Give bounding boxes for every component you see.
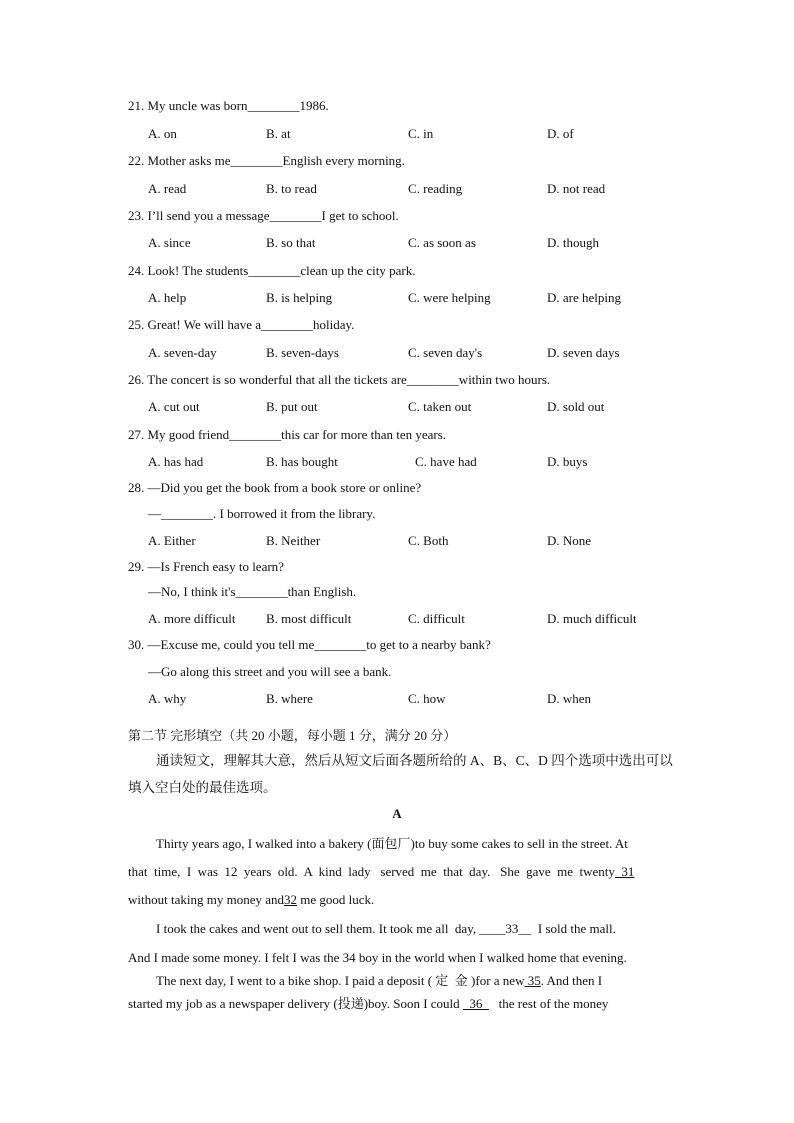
- option-a: A. since: [148, 235, 191, 250]
- option-a: A. more difficult: [148, 611, 236, 626]
- option-d: D. sold out: [547, 399, 605, 414]
- option-d: D. of: [547, 126, 574, 141]
- option-c: C. how: [408, 691, 446, 706]
- option-b: B. is helping: [266, 290, 333, 305]
- option-a: A. on: [148, 126, 177, 141]
- instruction-line-1: 通读短文，理解其大意，然后从短文后面各题所给的 A、B、C、D 四个选项中选出可以: [156, 753, 673, 768]
- option-b: B. so that: [266, 235, 316, 250]
- question-stem: 26. The concert is so wonderful that all the tickets are________within two hours.: [128, 372, 551, 387]
- option-d: D. are helping: [547, 290, 622, 305]
- option-a: A. Either: [148, 533, 196, 548]
- blank-36: 36: [462, 996, 489, 1011]
- passage-line: And I made some money. I felt I was the 34 boy in the world when I walked home that evening.: [128, 950, 627, 965]
- passage-text: I sold the mall.: [531, 921, 616, 936]
- passage-line: Thirty years ago, I walked into a bakery (面包厂)to buy some cakes to sell in the street. At: [156, 836, 628, 851]
- option-c: C. were helping: [408, 290, 491, 305]
- option-a: A. has had: [148, 454, 204, 469]
- passage-text: me good luck.: [296, 892, 375, 907]
- option-c: C. difficult: [408, 611, 465, 626]
- question-stem: 27. My good friend________this car for more than ten years.: [128, 427, 447, 442]
- option-d: D. None: [547, 533, 592, 548]
- option-d: D. much difficult: [547, 611, 637, 626]
- option-c: C. seven day's: [408, 345, 483, 360]
- question-response: —Go along this street and you will see a bank.: [148, 664, 392, 679]
- passage-line: [156, 921, 696, 937]
- option-c: C. have had: [415, 454, 477, 469]
- option-d: D. when: [547, 691, 592, 706]
- option-c: C. as soon as: [408, 235, 476, 250]
- passage-text: . And then I: [540, 973, 603, 988]
- option-d: D. not read: [547, 181, 606, 196]
- option-a: A. cut out: [148, 399, 200, 414]
- blank-32: 32: [283, 892, 297, 907]
- question-stem: 25. Great! We will have a________holiday.: [128, 317, 355, 332]
- option-b: B. where: [266, 691, 313, 706]
- blank-35: 35: [524, 973, 541, 988]
- passage-text: the rest of the money: [488, 996, 609, 1011]
- option-b: B. to read: [266, 181, 317, 196]
- question-stem: 29. —Is French easy to learn?: [128, 559, 284, 574]
- option-b: B. has bought: [266, 454, 338, 469]
- section-title: 第二节 完形填空（共 20 小题，每小题 1 分，满分 20 分）: [128, 728, 457, 743]
- passage-text: without taking my money and: [128, 892, 284, 907]
- question-response: —________. I borrowed it from the library.: [148, 506, 376, 521]
- passage-text: that time, I was 12 years old. A kind lady served me that day. She gave me twenty: [128, 864, 615, 879]
- passage-label: A: [392, 806, 402, 821]
- passage-text: started my job as a newspaper delivery (投递)boy. Soon I could: [128, 996, 463, 1011]
- passage-line: [128, 892, 668, 908]
- option-a: A. seven-day: [148, 345, 217, 360]
- option-c: C. taken out: [408, 399, 472, 414]
- passage-line: [156, 973, 696, 989]
- option-c: C. Both: [408, 533, 449, 548]
- option-c: C. in: [408, 126, 434, 141]
- question-response: —No, I think it's________than English.: [148, 584, 357, 599]
- option-c: C. reading: [408, 181, 463, 196]
- option-d: D. though: [547, 235, 599, 250]
- passage-line: [128, 996, 668, 1012]
- question-stem: 23. I’ll send you a message________I get to school.: [128, 208, 399, 223]
- option-b: B. at: [266, 126, 291, 141]
- option-b: B. put out: [266, 399, 318, 414]
- instruction-line-2: 填入空白处的最佳选项。: [128, 780, 277, 795]
- passage-text: I took the cakes and went out to sell them. It took me all day,: [156, 921, 480, 936]
- passage-text: The next day, I went to a bike shop. I paid a deposit ( 定 金 )for a new: [156, 973, 525, 988]
- question-stem: 24. Look! The students________clean up the city park.: [128, 263, 416, 278]
- blank-31: 31: [614, 864, 635, 879]
- option-a: A. help: [148, 290, 187, 305]
- question-stem: 30. —Excuse me, could you tell me________to get to a nearby bank?: [128, 637, 491, 652]
- question-stem: 28. —Did you get the book from a book store or online?: [128, 480, 422, 495]
- option-b: B. seven-days: [266, 345, 339, 360]
- option-d: D. buys: [547, 454, 588, 469]
- question-stem: 21. My uncle was born________1986.: [128, 98, 329, 113]
- option-b: B. most difficult: [266, 611, 352, 626]
- question-stem: 22. Mother asks me________English every morning.: [128, 153, 405, 168]
- option-b: B. Neither: [266, 533, 321, 548]
- option-a: A. why: [148, 691, 187, 706]
- passage-line: [128, 864, 668, 880]
- option-d: D. seven days: [547, 345, 620, 360]
- blank-33: ____33__: [479, 921, 532, 936]
- option-a: A. read: [148, 181, 187, 196]
